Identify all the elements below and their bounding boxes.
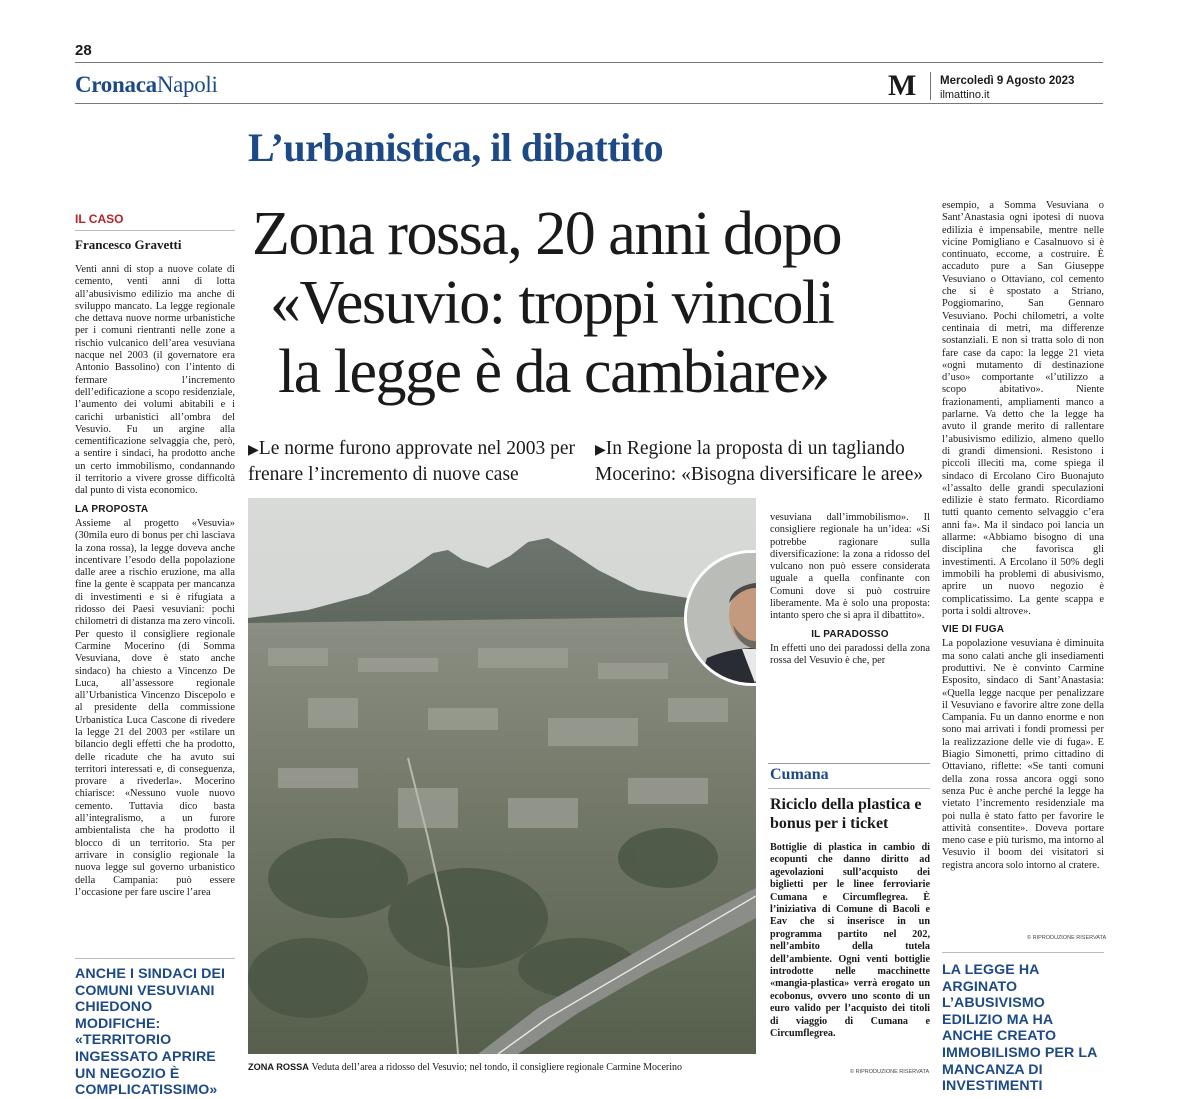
section-title [75,72,218,98]
box-label: Cumana [770,766,829,783]
subhead-right [595,437,930,487]
middle-continuation: vesuviana dall’immobilismo». Il consigliere regionale ha un’idea: «Si potrebbe ragionare sulla diversificazione: la zona a ridosso del vulcano non può essere considerata uguale a quella confinante con Comuni dove si può costruire liberamente. Ma è solo una proposta: intanto spero che si apra il dibattito». [770,512,930,622]
right-credit: © RIPRODUZIONE RISERVATA [1027,935,1107,941]
right-article-column [942,200,1104,872]
caption-text: Veduta dell’area a ridosso del Vesuvio; nel tondo, il consigliere regionale Carmine Mocerino [311,1062,683,1073]
main-headline [248,200,928,407]
author: Francesco Gravetti [75,237,182,252]
box-top-rule [768,763,930,764]
section-napoli: Napoli [156,72,218,97]
header-bottom-rule [75,103,1103,104]
box-title: Riciclo della plastica e bonus per i ticket [770,796,922,832]
headline-line-1: Zona rossa, 20 anni dopo [252,200,842,268]
headline-line-3: la legge è da cambiare» [278,338,829,406]
box-credit: © RIPRODUZIONE RISERVATA [850,1069,930,1075]
play-marker-icon: ▶ [595,443,606,458]
subhead-il-paradosso: IL PARADOSSO [811,628,889,640]
box-text: Bottiglie di plastica in cambio di ecopunti che danno diritto ad agevolazioni sull’acquisto dei biglietti per le linee ferroviarie Cumana e Circumflegrea. È l’iniziativa di Comune di Bacoli e Eav che si inserisce in un programma partito nel 202, nell’ambito della tutela dell’ambiente. Ogni venti bottiglie introdotte nelle macchinette «mangia-plastica» verrà erogato un ecobonus, ovvero uno sconto di un euro valido per l’acquisto dei titoli di viaggio di Cumana e Circumflegrea. [770,842,930,1040]
fuga-paragraph: La popolazione vesuviana è diminuita ma sono calati anche gli insediamenti produttivi. Ne è convinto Carmine Esposito, sindaco di Sant’Anastasia: «Quella legge nacque per penalizzare il Vesuviano e favorire altre zone della Campania. Fu un danno enorme e non sono mai arrivati i fondi promessi per la realizzazione delle vie di fuga». E Biagio Simonetti, primo cittadino di Ottaviano, riflette: «Se tanti comuni della zona rossa ancora oggi sono senza Puc è anche perché la legge ha vietato l’incremento residenziale ma poi nulla è stato fatto per favorire le attività consentite». Doveva portare meno case e più turismo, ma intorno al Vesuvio il boom dei visitatori si registra ancora solo intorno al cratere. [942,638,1104,871]
right-pullquote: LA LEGGE HA ARGINATO L’ABUSIVISMO EDILIZIO MA HA ANCHE CREATO IMMOBILISMO PER LA MANCANZA DI INVESTIMENTI [942,962,1097,1095]
left-pullquote: ANCHE I SINDACI DEI COMUNI VESUVIANI CHIEDONO MODIFICHE: «TERRITORIO INGESSATO APRIRE UN NEGOZIO È COMPLICATISSIMO» [75,966,226,1099]
newspaper-logo: M [888,69,916,102]
left-article-column [75,264,235,948]
photo-illustration [248,498,756,1054]
left-pull-rule [75,958,235,959]
intro-paragraph: Venti anni di stop a nuove colate di cemento, venti anni di lotta all’abusivismo edilizio ma anche di sviluppo mancato. La legge regionale che dettava nuove norme urbanistiche per i comuni rientranti nelle zone a rischio vulcanico dell’area vesuviana nacque nel 2003 (il governatore era Antonio Bassolino) con l’intento di fermare l’incremento dell’edificazione a scopo residenziale, l’aumento dei volumi abitabili e i carichi urbanistici all’ombra del Vesuvio. Fu un argine alla cementificazione selvaggia che, però, a sentire i sindaci, ha prodotto anche un certo immobilismo, condannando il territorio a vivere grosse difficoltà dal punto di vista economico. [75,264,235,497]
subhead-la-proposta: LA PROPOSTA [75,503,149,515]
right-pull-rule [942,952,1104,953]
right-continuation: esempio, a Somma Vesuviana o Sant’Anastasia ogni ipotesi di nuova edilizia è impensabile, mentre nelle vicine Pomigliano e Casalnuovo si è continuato, eccome, a costruire. È accaduto pure a San Giuseppe Vesuviano o Ottaviano, col cemento che si è spostato a Striano, Poggiomarino, San Gennaro Vesuviano. Pochi chilometri, a volte centinaia di metri, ma differenze sostanziali. E non si tratta solo di non fare case da capo: la legge 21 vieta «ogni mutamento di destinazione d’uso» comportante «l’utilizzo a scopo abitativo». Niente frazionamenti, ampliamenti manco a parlarne. Va detto che la legge ha avuto il grande merito di rallentare l’abusivismo edilizio, almeno quello di grandi dimensioni. Resistono i piccoli illeciti ma, come spiega il sindaco di Ercolano Ciro Buonajuto «l’assalto delle grandi speculazioni edilizie è stato fermato. Ricordiamo tutti quanto cemento selvaggio c’era anni fa». Ma il sindaco poi lancia un allarme: «Abbiamo bisogno di una disciplina che favorisca gli investimenti. A Ercolano il 50% degli immobili ha problemi di abusivismo, aprire un nuovo negozio è complicatissimo. La gente scappa e porta i soldi altrove». [942,200,1104,617]
subhead-left [248,437,588,487]
headline-line-2: «Vesuvio: troppi vincoli [270,269,834,337]
section-cronaca: Cronaca [75,72,157,97]
paradosso-paragraph: In effetti uno dei paradossi della zona rossa del Vesuvio è che, per [770,642,930,667]
middle-column [770,512,930,668]
logo-divider [930,72,931,100]
left-label-rule [75,230,235,231]
photo-caption [248,1062,758,1073]
proposta-paragraph: Assieme al progetto «Vesuvia» (30mila euro di bonus per chi lasciava la zona rossa), la legge doveva anche incentivare l’esodo della popolazione dalle aree a rischio eruzione, ma alla fine la gente è scappata per mancanza di investimenti e si è rifugiata a ridosso dei Paesi vesuviani: pochi chilometri di distanza ma zero vincoli. Per questo il consigliere regionale Carmine Mocerino (di Somma Vesuviana, dove è stato anche sindaco) ha chiesto a Vincenzo De Luca, all’assessore regionale all’Urbanistica Vincenzo Discepolo e al presidente della commissione Urbanistica Luca Cascone di rivedere la legge 21 del 2003 per «stilare un bilancio degli effetti che ha prodotto, delle ricadute che ha avuto sui territori interessati e, di conseguenza, provare a rivederla». Mocerino chiarisce: «Nessuno vuole nuovo cemento. Tuttavia dico basta all’integralismo, a un furore ambientalista che ha prodotto il blocco di un territorio. Sta per arrivare in consiglio regionale la nuova legge sul governo urbanistico della Campania: può essere l’occasione per fare uscire l’area [75,517,235,898]
site-url: ilmattino.it [940,89,990,101]
page-number: 28 [75,42,92,59]
subhead-right-text: In Regione la proposta di un tagliando Mocerino: «Bisogna diversificare le aree» [595,438,924,485]
issue-date: Mercoledì 9 Agosto 2023 [940,75,1075,87]
play-marker-icon: ▶ [248,443,259,458]
header-top-rule [75,62,1103,63]
box-label-rule [768,788,930,789]
section-label-il-caso: IL CASO [75,212,124,226]
subhead-vie-di-fuga: VIE DI FUGA [942,624,1005,636]
kicker: L’urbanistica, il dibattito [248,125,664,170]
vesuvius-aerial-photo [248,498,756,1054]
caption-label: ZONA ROSSA [248,1062,309,1072]
subhead-left-text: Le norme furono approvate nel 2003 per frenare l’incremento di nuove case [248,438,575,485]
